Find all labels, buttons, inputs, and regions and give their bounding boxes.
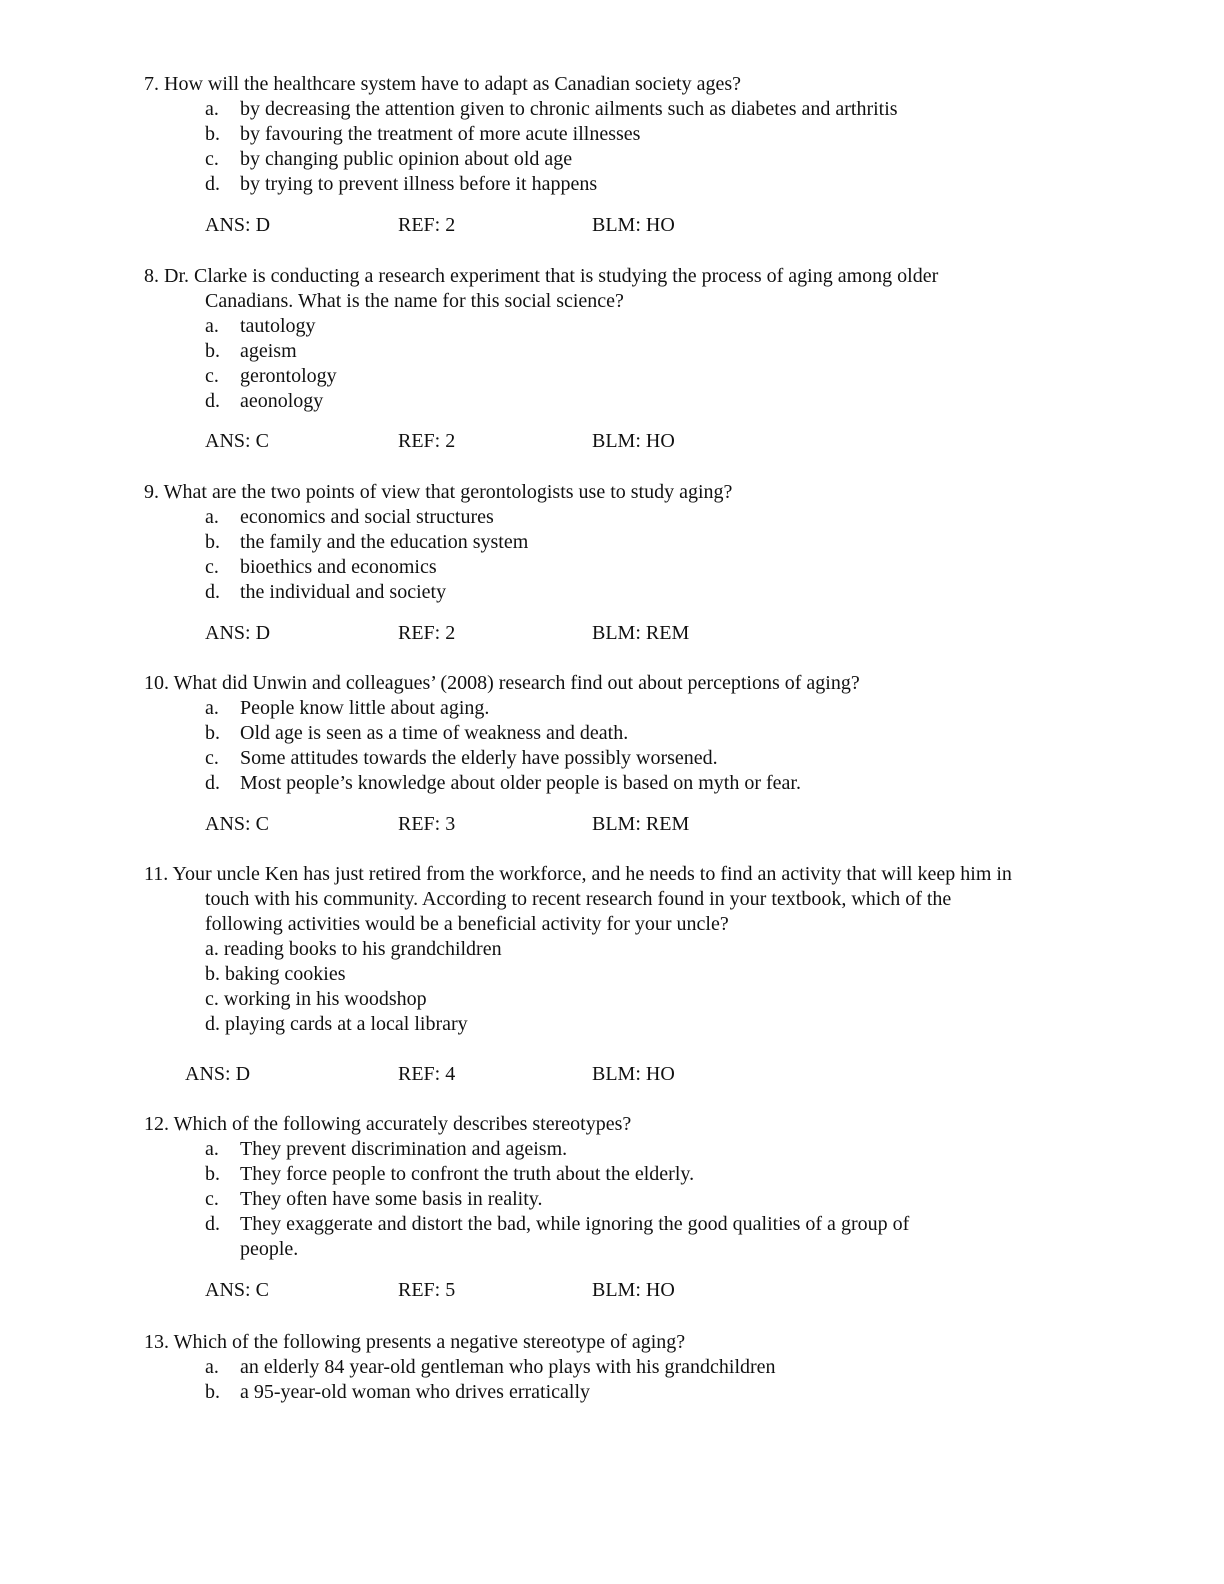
question-stem: 13. Which of the following presents a negative stereotype of aging? bbox=[144, 1331, 686, 1353]
option-a: a. reading books to his grandchildren bbox=[205, 938, 502, 960]
question-stem: 8. Dr. Clarke is conducting a research experiment that is studying the process of aging among older bbox=[144, 265, 939, 287]
question-stem: 12. Which of the following accurately describes stereotypes? bbox=[144, 1113, 632, 1135]
question-stem: 9. What are the two points of view that gerontologists use to study aging? bbox=[144, 481, 733, 503]
answer-key: ANS: D bbox=[205, 214, 271, 236]
blm-level: BLM: HO bbox=[592, 1279, 675, 1301]
document-page: 7. How will the healthcare system have to adapt as Canadian society ages? a. by decreasing the attention given to chronic ailments such as diabetes and arthritis b. by favouring the treatment of more acute illnesses c. by changing public opinion about old age d. by trying to prevent illness before it happens ANS: D REF: 2 BLM: HO 8. Dr. Clarke is conducting a research experiment that is studying the process of aging among older Canadians. What is the name for this social science? a. tautology b. ageism c. gerontology d. aeonology ANS: C REF: 2 BLM: HO 9. What are the two points of view that gerontologists use to study aging? a. economics and social structures b. the family and the education system c. bioethics and economics d. the individual and society ANS: D REF: 2 BLM: REM 10. What did Unwin and colleagues’ (2008) research find out about perceptions of aging? a. People know little about aging. b. Old age is seen as a time of weakness and death. c. Some attitudes towards the elderly have possibly worsened. d. Most people’s knowledge about older people is based on myth or fear. ANS: C REF: 3 BLM: REM 11. Your uncle Ken has just retired from the workforce, and he needs to find an activity that will keep him in touch with his community. According to recent research found in your textbook, which of the following activities would be a beneficial activity for your uncle? a. reading books to his grandchildren b. baking cookies c. working in his woodshop d. playing cards at a local library ANS: D REF: 4 BLM: HO 12. Which of the following accurately describes stereotypes? a. They prevent discrimination and ageism. b. They force people to confront the truth about the elderly. c. They often have some basis in reality. d. They exaggerate and distort the bad, while ignoring the good qualities of a group of people. ANS: C REF: 5 BLM: HO 13. Which of the following presents a negative stereotype of aging? a. an elderly 84 year-old gentleman who plays with his grandchildren b. a 95-year-old woman who drives erratically bbox=[144, 73, 1012, 1403]
answer-key: ANS: C bbox=[205, 813, 269, 835]
blm-level: BLM: REM bbox=[592, 622, 690, 644]
blm-level: BLM: HO bbox=[592, 430, 675, 452]
question-stem: 10. What did Unwin and colleagues’ (2008) research find out about perceptions of aging? bbox=[144, 672, 860, 694]
blm-level: BLM: HO bbox=[592, 214, 675, 236]
question-stem-cont: Canadians. What is the name for this social science? bbox=[205, 290, 624, 312]
question-stem-cont: following activities would be a beneficial activity for your uncle? bbox=[205, 913, 729, 935]
reference: REF: 2 bbox=[398, 214, 456, 236]
question-stem: 11. Your uncle Ken has just retired from the workforce, and he needs to find an activity that will keep him in bbox=[144, 863, 1012, 885]
option-c: c. working in his woodshop bbox=[205, 988, 427, 1010]
answer-key: ANS: D bbox=[185, 1063, 251, 1085]
question-stem-cont: touch with his community. According to recent research found in your textbook, which of the bbox=[205, 888, 952, 910]
reference: REF: 3 bbox=[398, 813, 456, 835]
reference: REF: 2 bbox=[398, 622, 456, 644]
option-d: d. playing cards at a local library bbox=[205, 1013, 468, 1035]
answer-key: ANS: C bbox=[205, 430, 269, 452]
reference: REF: 2 bbox=[398, 430, 456, 452]
answer-key: ANS: D bbox=[205, 622, 271, 644]
answer-key: ANS: C bbox=[205, 1279, 269, 1301]
blm-level: BLM: REM bbox=[592, 813, 690, 835]
question-stem: 7. How will the healthcare system have to adapt as Canadian society ages? bbox=[144, 73, 742, 95]
reference: REF: 4 bbox=[398, 1063, 456, 1085]
reference: REF: 5 bbox=[398, 1279, 456, 1301]
blm-level: BLM: HO bbox=[592, 1063, 675, 1085]
option-b: b. baking cookies bbox=[205, 963, 346, 985]
